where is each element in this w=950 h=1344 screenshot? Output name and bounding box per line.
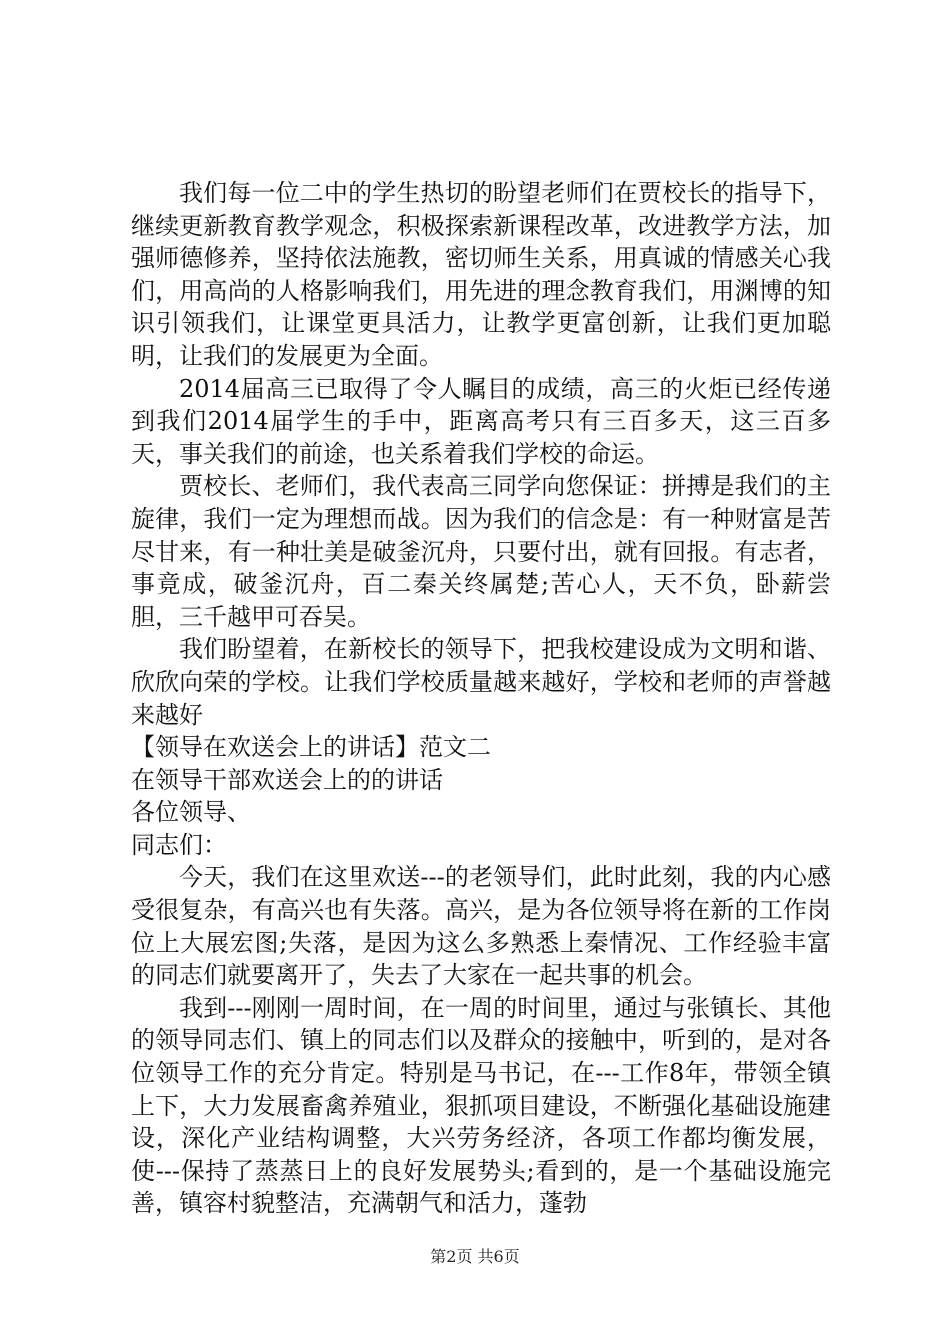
salutation: 各位领导、 bbox=[131, 798, 251, 827]
salutation: 同志们： bbox=[131, 830, 227, 859]
paragraph: 贾校长、老师们，我代表高三同学向您保证：拼搏是我们的主旋律，我们一定为理想而战。因为我们的信念是：有一种财富是苦尽甘来，有一种壮美是破釜沉舟，只要付出，就有回报。有志者，事竟成，破釜沉舟，百二秦关终属楚;苦心人，天不负，卧薪尝胆，三千越甲可吞吴。 bbox=[131, 472, 831, 631]
document-body bbox=[131, 177, 831, 1220]
speech-title: 在领导干部欢送会上的的讲话 bbox=[131, 765, 443, 794]
section-heading: 【领导在欢送会上的讲话】范文二 bbox=[131, 733, 491, 762]
paragraph: 我们每一位二中的学生热切的盼望老师们在贾校长的指导下，继续更新教育教学观念，积极探索新课程改革，改进教学方法，加强师德修养，坚持依法施教，密切师生关系，用真诚的情感关心我们，用高尚的人格影响我们，用先进的理念教育我们，用渊博的知识引领我们，让课堂更具活力，让教学更富创新，让我们更加聪明，让我们的发展更为全面。 bbox=[131, 179, 831, 370]
page-footer: 第2页 共6页 bbox=[430, 1247, 520, 1266]
paragraph: 我到---刚刚一周时间，在一周的时间里，通过与张镇长、其他的领导同志们、镇上的同志们以及群众的接触中，听到的，是对各位领导工作的充分肯定。特别是马书记，在---工作8年，带领全镇上下，大力发展畜禽养殖业，狠抓项目建设，不断强化基础设施建设，深化产业结构调整，大兴劳务经济，各项工作都均衡发展，使---保持了蒸蒸日上的良好发展势头;看到的，是一个基础设施完善，镇容村貌整洁，充满朝气和活力，蓬勃 bbox=[131, 993, 831, 1218]
paragraph: 今天，我们在这里欢送---的老领导们，此时此刻，我的内心感受很复杂，有高兴也有失落。高兴，是为各位领导将在新的工作岗位上大展宏图;失落，是因为这么多熟悉上秦情况、工作经验丰富的同志们就要离开了，失去了大家在一起共事的机会。 bbox=[131, 863, 831, 990]
paragraph: 2014届高三已取得了令人瞩目的成绩，高三的火炬已经传递到我们2014届学生的手中，距离高考只有三百多天，这三百多天，事关我们的前途，也关系着我们学校的命运。 bbox=[131, 374, 831, 468]
paragraph: 我们盼望着，在新校长的领导下，把我校建设成为文明和谐、欣欣向荣的学校。让我们学校质量越来越好，学校和老师的声誉越来越好 bbox=[131, 635, 831, 729]
